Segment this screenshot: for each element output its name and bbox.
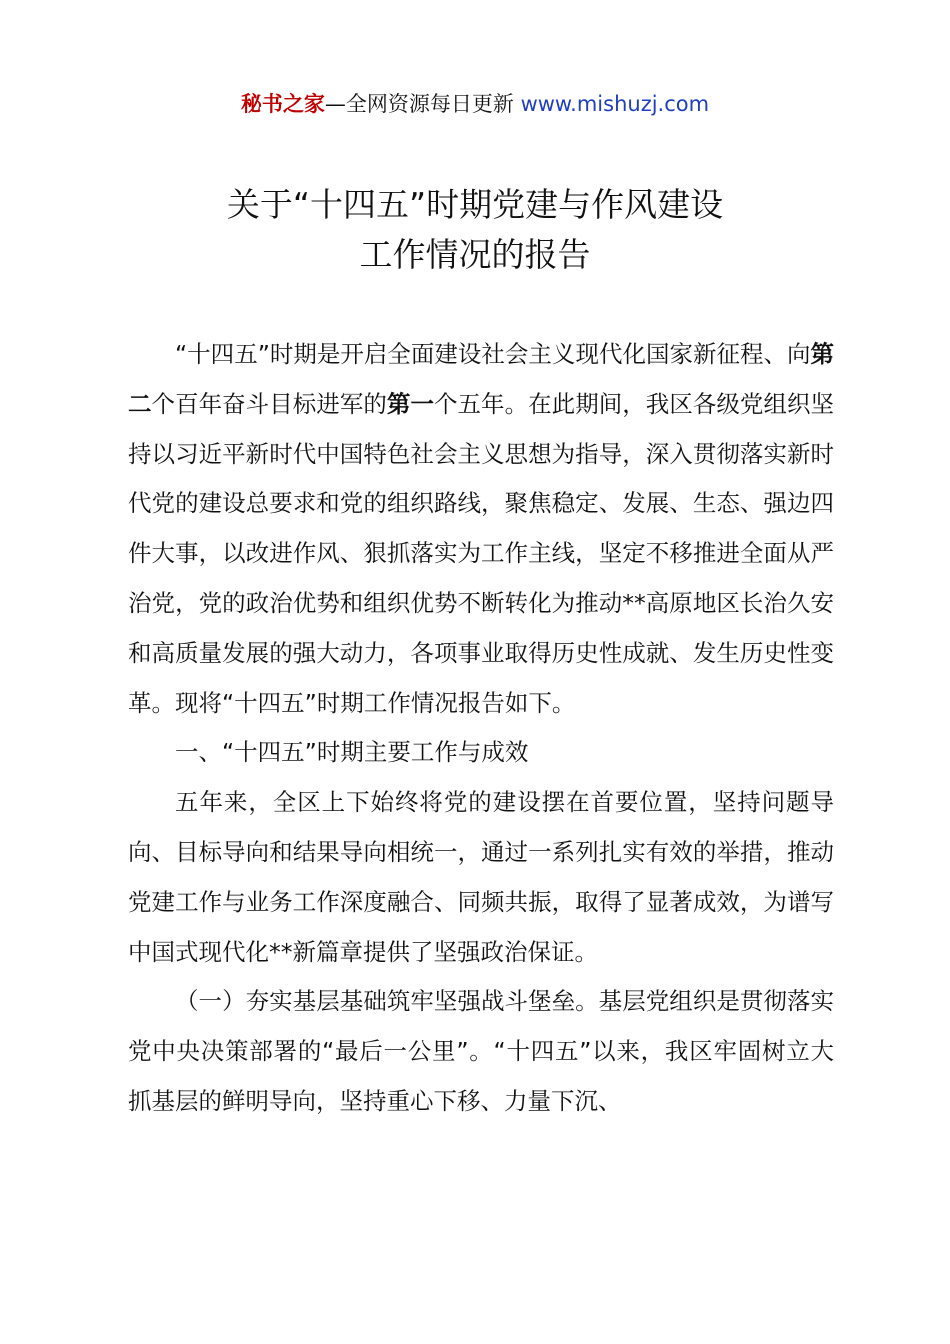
section-heading-1: 一、“十四五”时期主要工作与成效 [175,738,529,767]
intro-bold-second: 第二 [128,340,834,418]
paragraph-overview: 五年来，全区上下始终将党的建设摆在首要位置，坚持问题导向、目标导向和结果导向相统一，通过一系列扎实有效的举措，推动党建工作与业务工作深度融合、同频共振，取得了显著成效，为谱写中国式现代化**新篇章提供了坚强政治保证。 [128,788,834,966]
site-brand: 秘书之家 [240,92,325,116]
paragraph-intro [128,330,834,728]
title-line-2: 工作情况的报告 [359,235,591,274]
document-title [0,180,950,280]
title-line-1: 关于“十四五”时期党建与作风建设 [226,185,724,224]
paragraph-grassroots: （一）夯实基层基础筑牢坚强战斗堡垒。基层党组织是贯彻落实党中央决策部署的“最后一公里”。“十四五”以来，我区牢固树立大抓基层的鲜明导向，坚持重心下移、力量下沉、 [128,987,834,1115]
site-header [0,88,950,120]
intro-text-part-1: “十四五”时期是开启全面建设社会主义现代化国家新征程、向 [175,340,811,368]
intro-bold-first: 第一 [386,389,434,418]
intro-text-part-2: 个百年奋斗目标进军的 [151,389,387,418]
site-url-link[interactable]: www.mishuzj.com [520,92,710,116]
site-tagline: —全网资源每日更新 [324,92,521,116]
document-body [128,330,834,1127]
intro-text-part-3: 个五年。在此期间，我区各级党组织坚持以习近平新时代中国特色社会主义思想为指导，深入贯彻落实新时代党的建设总要求和党的组织路线，聚焦稳定、发展、生态、强边四件大事，以改进作风、狠抓落实为工作主线，坚定不移推进全面从严治党，党的政治优势和组织优势不断转化为推动**高原地区长治久安和高质量发展的强大动力，各项事业取得历史性成就、发生历史性变革。现将“十四五”时期工作情况报告如下。 [128,389,835,717]
